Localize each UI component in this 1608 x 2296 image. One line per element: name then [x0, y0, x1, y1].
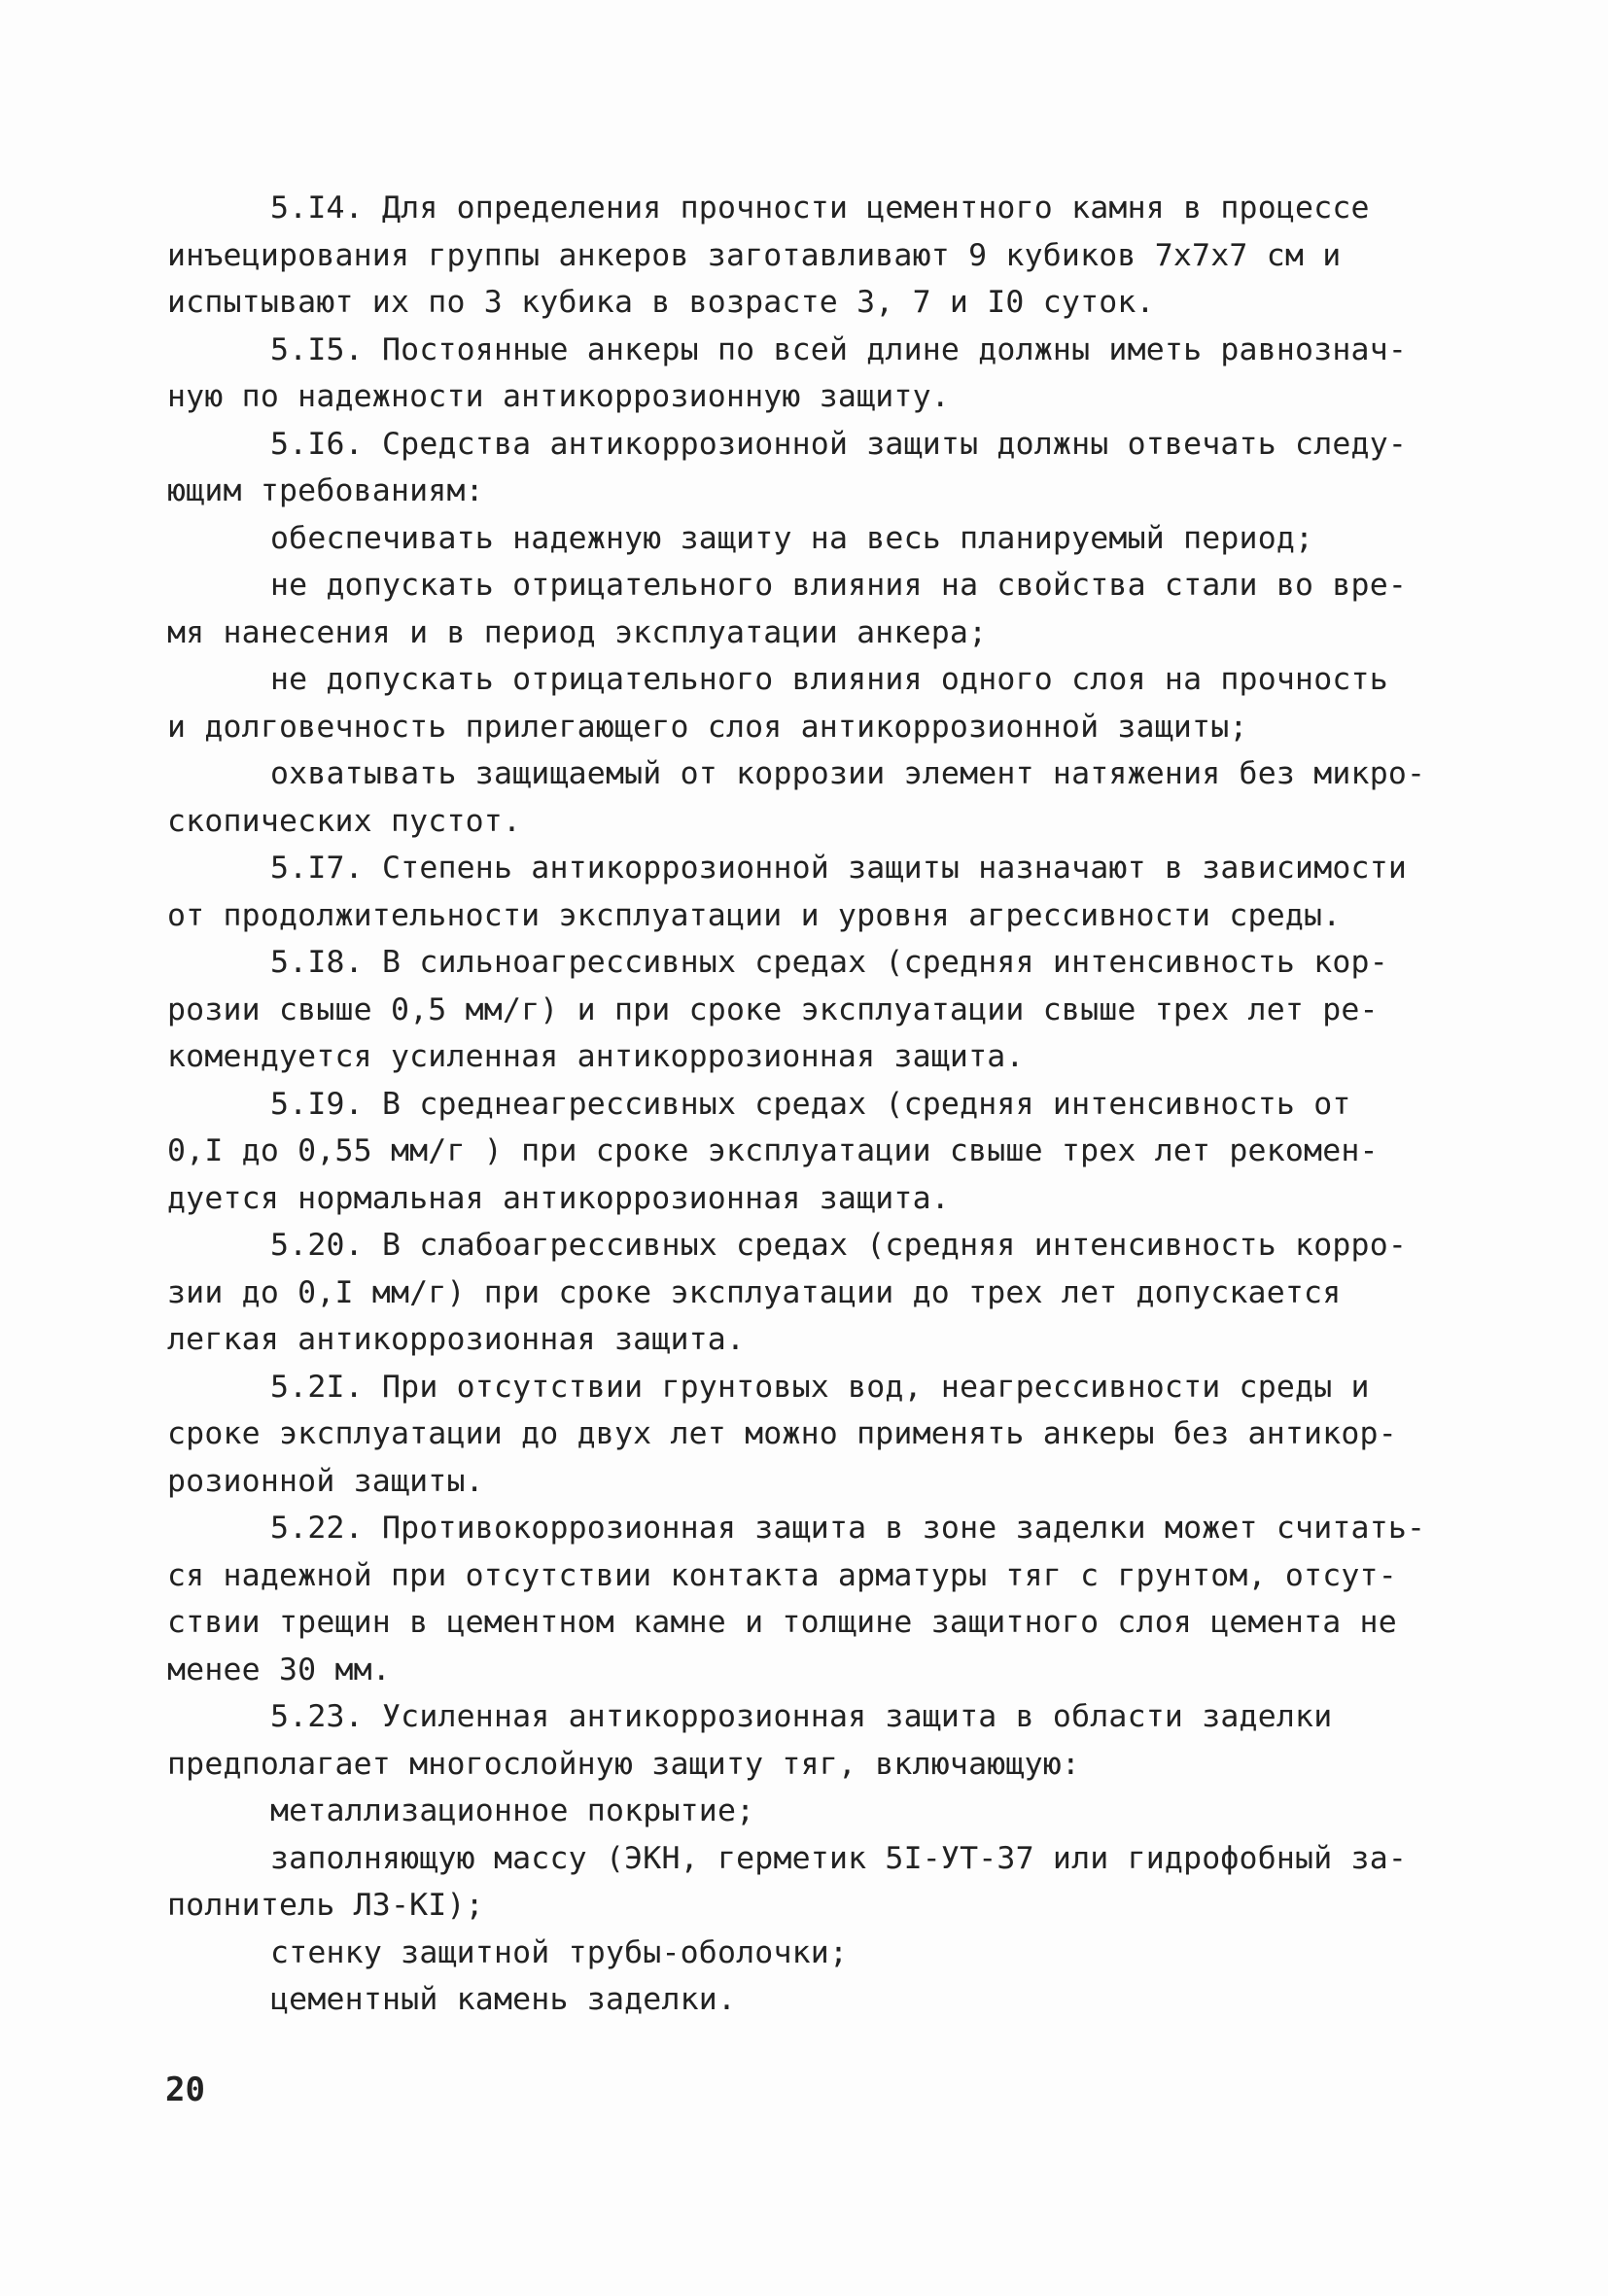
protection-layer-2-line-1: заполняющую массу (ЭКН, герметик 5I-УТ-37 или гидрофобный за-	[270, 1840, 1408, 1876]
requirement-3-line-1: не допускать отрицательного влияния одного слоя на прочность	[270, 662, 1388, 697]
requirement-4-line-1: охватывать защищаемый от коррозии элемент натяжения без микро-	[270, 756, 1426, 791]
paragraph-5-23-line-1: 5.23. Усиленная антикоррозионная защита в области заделки	[270, 1699, 1333, 1734]
paragraph-5-18-line-3: комендуется усиленная антикоррозионная защита.	[167, 1039, 1025, 1074]
protection-layer-2-line-2: полнитель ЛЗ-КI);	[167, 1888, 484, 1923]
protection-layer-3: стенку защитной трубы-оболочки;	[270, 1934, 849, 1970]
protection-layer-4: цементный камень заделки.	[270, 1982, 737, 2017]
page-number: 20	[165, 2070, 205, 2109]
document-text	[167, 185, 1451, 2024]
paragraph-5-22-line-4: менее 30 мм.	[167, 1652, 391, 1687]
requirement-2-line-1: не допускать отрицательного влияния на свойства стали во вре-	[270, 568, 1408, 603]
paragraph-5-19-line-3: дуется нормальная антикоррозионная защита.	[167, 1180, 950, 1216]
protection-layer-1: металлизационное покрытие;	[270, 1793, 755, 1828]
paragraph-5-22-line-3: ствии трещин в цементном камне и толщине защитного слоя цемента не	[167, 1605, 1397, 1640]
paragraph-5-15-line-2: ную по надежности антикоррозионную защиту.	[167, 379, 950, 414]
paragraph-5-17-line-1: 5.I7. Степень антикоррозионной защиты назначают в зависимости	[270, 851, 1408, 886]
paragraph-5-19-line-1: 5.I9. В среднеагрессивных средах (средняя интенсивность от	[270, 1086, 1351, 1122]
paragraph-5-19-line-2: 0,I до 0,55 мм/г ) при сроке эксплуатации свыше трех лет рекомен-	[167, 1133, 1379, 1168]
paragraph-5-22-line-2: ся надежной при отсутствии контакта арматуры тяг с грунтом, отсут-	[167, 1557, 1397, 1593]
paragraph-5-20-line-3: легкая антикоррозионная защита.	[167, 1322, 746, 1357]
paragraph-5-17-line-2: от продолжительности эксплуатации и уровня агрессивности среды.	[167, 897, 1342, 933]
paragraph-5-14-line-1: 5.I4. Для определения прочности цементного камня в процессе	[270, 191, 1370, 226]
paragraph-5-16-line-2: ющим требованиям:	[167, 473, 484, 508]
paragraph-5-21-line-2: сроке эксплуатации до двух лет можно применять анкеры без антикор-	[167, 1416, 1397, 1451]
paragraph-5-21-line-3: розионной защиты.	[167, 1463, 484, 1499]
paragraph-5-23-line-2: предполагает многослойную защиту тяг, включающую:	[167, 1746, 1081, 1782]
paragraph-5-15-line-1: 5.I5. Постоянные анкеры по всей длине должны иметь равнознач-	[270, 331, 1408, 367]
paragraph-5-22-line-1: 5.22. Противокоррозионная защита в зоне заделки может считать-	[270, 1511, 1426, 1546]
paragraph-5-18-line-1: 5.I8. В сильноагрессивных средах (средняя интенсивность кор-	[270, 945, 1388, 980]
paragraph-5-21-line-1: 5.2I. При отсутствии грунтовых вод, неагрессивности среды и	[270, 1369, 1370, 1405]
paragraph-5-20-line-2: зии до 0,I мм/г) при сроке эксплуатации до трех лет допускается	[167, 1274, 1342, 1310]
requirement-1: обеспечивать надежную защиту на весь планируемый период;	[270, 520, 1314, 556]
paragraph-5-20-line-1: 5.20. В слабоагрессивных средах (средняя интенсивность корро-	[270, 1228, 1408, 1263]
paragraph-5-18-line-2: розии свыше 0,5 мм/г) и при сроке эксплуатации свыше трех лет ре-	[167, 991, 1379, 1027]
requirement-3-line-2: и долговечность прилегающего слоя антикоррозионной защиты;	[167, 709, 1248, 745]
paragraph-5-14-line-2: инъецирования группы анкеров заготавливают 9 кубиков 7х7х7 см и	[167, 237, 1342, 273]
paragraph-5-14-line-3: испытывают их по 3 кубика в возрасте 3, 7 и I0 суток.	[167, 285, 1155, 320]
requirement-4-line-2: скопических пустот.	[167, 803, 522, 839]
requirement-2-line-2: мя нанесения и в период эксплуатации анкера;	[167, 614, 988, 650]
paragraph-5-16-line-1: 5.I6. Средства антикоррозионной защиты должны отвечать следу-	[270, 426, 1408, 462]
